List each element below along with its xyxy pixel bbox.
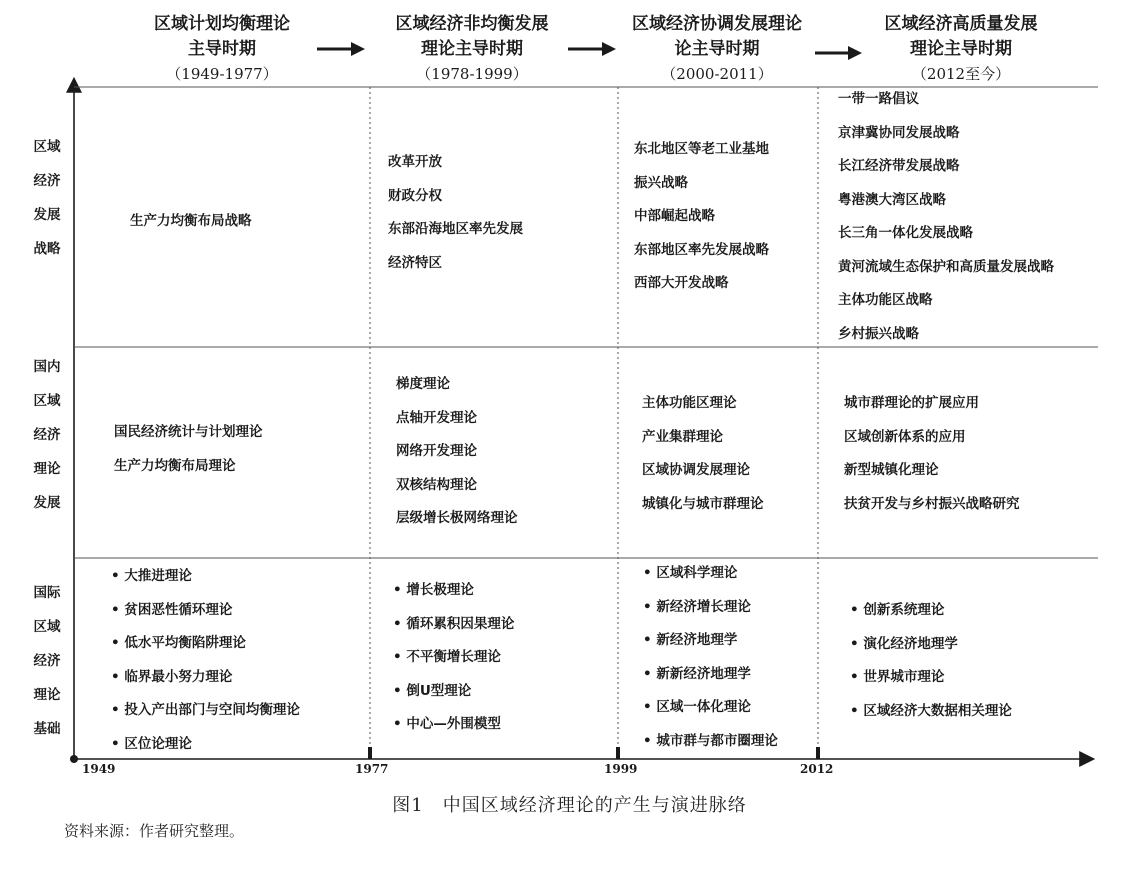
cell-item: • 新经济地理学 [643,624,778,658]
cell-item: • 贫困恶性循环理论 [111,594,300,628]
row-label-char: 经济 [33,427,61,443]
cell-item: • 演化经济地理学 [850,628,1012,662]
cell-international-phase3 [643,557,778,758]
phase-title-3 [612,12,822,87]
phase-title-1-line2: 主导时期 [188,39,256,59]
axis-origin [70,755,78,763]
cell-item: • 区位论理论 [111,728,300,762]
cell-item: • 城市群与都市圈理论 [643,725,778,759]
cell-item: 主体功能区理论 [642,395,737,411]
cell-item: • 新新经济地理学 [643,658,778,692]
cell-item: • 创新系统理论 [850,594,1012,628]
row-label-char: 发展 [33,495,61,511]
cell-international-phase1 [111,560,300,761]
phase-title-4 [856,12,1066,87]
cell-domestic-phase1 [114,416,263,483]
row-label-domestic [24,350,70,520]
row-label-char: 国内 [33,359,61,375]
cell-item: • 中心—外围模型 [393,708,514,742]
cell-item: 梯度理论 [396,376,450,392]
cell-item: • 循环累积因果理论 [393,608,514,642]
cell-item: • 临界最小努力理论 [111,661,300,695]
row-label-strategy [24,130,70,266]
row-label-char: 发展 [33,207,61,223]
phase-title-1-line1: 区域计划均衡理论 [154,14,290,34]
cell-strategy-phase2 [388,146,523,280]
row-label-char: 区域 [33,393,61,409]
cell-item: • 区域经济大数据相关理论 [850,695,1012,729]
phase-title-1 [117,12,327,87]
phase-title-3-line1: 区域经济协调发展理论 [632,14,802,34]
cell-item: 区域协调发展理论 [642,462,750,478]
row-label-char: 战略 [33,241,61,257]
cell-item: 黄河流域生态保护和高质量发展战略 [838,258,1054,275]
cell-item: 长三角一体化发展战略 [838,225,973,241]
cell-item: 中部崛起战略 [634,208,715,224]
phase-title-2-line2: 理论主导时期 [421,39,523,59]
cell-item: 层级增长极网络理论 [396,510,518,526]
cell-item: 新型城镇化理论 [844,462,939,478]
phase-title-3-line2: 论主导时期 [674,39,760,59]
phase-title-4-line1: 区域经济高质量发展 [884,14,1038,34]
cell-item: 主体功能区战略 [838,292,933,308]
phase-title-4-line2: 理论主导时期 [910,39,1012,59]
cell-domestic-phase3 [642,387,764,521]
year-label-1977: 1977 [355,762,389,776]
cell-item: 东部沿海地区率先发展 [388,221,523,237]
cell-item: • 不平衡增长理论 [393,641,514,675]
row-label-char: 区域 [33,139,61,155]
cell-strategy-phase4 [838,83,1054,351]
cell-item: 产业集群理论 [642,428,723,445]
row-label-char: 经济 [33,653,61,669]
cell-item: 城镇化与城市群理论 [642,495,764,512]
cell-item: 东北地区等老工业基地 [634,141,769,157]
row-label-char: 区域 [33,619,61,635]
cell-item: • 世界城市理论 [850,661,1012,695]
cell-item: 振兴战略 [634,174,688,191]
phase-title-2 [367,12,577,87]
cell-international-phase4 [850,594,1012,728]
cell-item: 生产力均衡布局战略 [130,213,252,229]
cell-item: 乡村振兴战略 [838,325,919,342]
cell-item: 双核结构理论 [396,476,477,493]
row-label-char: 经济 [33,173,61,189]
cell-international-phase2 [393,574,514,742]
row-label-char: 基础 [33,721,61,737]
row-label-char: 国际 [33,585,61,601]
cell-item: • 大推进理论 [111,560,300,594]
cell-item: 网络开发理论 [396,443,477,459]
phase-title-3-years: （2000-2011） [661,65,773,83]
cell-item: 生产力均衡布局理论 [114,457,236,474]
tick-1999 [616,747,620,759]
cell-item: • 区域科学理论 [643,557,778,591]
cell-item: 城市群理论的扩展应用 [844,395,979,411]
cell-item: 改革开放 [388,154,442,170]
cell-item: 点轴开发理论 [396,409,477,426]
figure-caption: 图1 中国区域经济理论的产生与演进脉络 [392,795,747,816]
phase-title-1-years: （1949-1977） [166,65,278,83]
cell-item: • 投入产出部门与空间均衡理论 [111,694,300,728]
cell-item: 一带一路倡议 [838,91,919,107]
cell-item: • 增长极理论 [393,574,514,608]
year-label-1949: 1949 [82,762,116,776]
tick-2012 [816,747,820,759]
phase-arrow-3 [815,46,862,60]
cell-strategy-phase3 [634,133,769,301]
source-note: 资料来源：作者研究整理。 [64,822,245,840]
cell-item: • 新经济增长理论 [643,591,778,625]
cell-item: 扶贫开发与乡村振兴战略研究 [844,495,1020,512]
row-label-international [24,576,70,746]
cell-item: 财政分权 [388,187,442,204]
cell-item: • 低水平均衡陷阱理论 [111,627,300,661]
phase-title-2-line1: 区域经济非均衡发展 [395,14,549,34]
cell-item: 区域创新体系的应用 [844,428,966,445]
row-label-char: 理论 [33,461,61,477]
cell-item: 京津冀协同发展战略 [838,124,960,141]
row-label-char: 理论 [33,687,61,703]
year-label-2012: 2012 [800,762,834,776]
cell-item: • 区域一体化理论 [643,691,778,725]
year-label-1999: 1999 [604,762,638,776]
cell-item: 经济特区 [388,254,442,271]
cell-item: 国民经济统计与计划理论 [114,424,263,440]
cell-item: 粤港澳大湾区战略 [838,191,946,208]
cell-item: 长江经济带发展战略 [838,158,960,174]
phase-title-2-years: （1978-1999） [416,65,528,83]
cell-item: 东部地区率先发展战略 [634,241,769,258]
cell-domestic-phase4 [844,387,1020,521]
cell-item: • 倒U型理论 [393,675,514,709]
cell-item: 西部大开发战略 [634,275,729,291]
tick-1977 [368,747,372,759]
cell-domestic-phase2 [396,368,518,536]
phase-title-4-years: （2012至今） [911,65,1011,83]
cell-strategy-phase1 [130,205,252,239]
